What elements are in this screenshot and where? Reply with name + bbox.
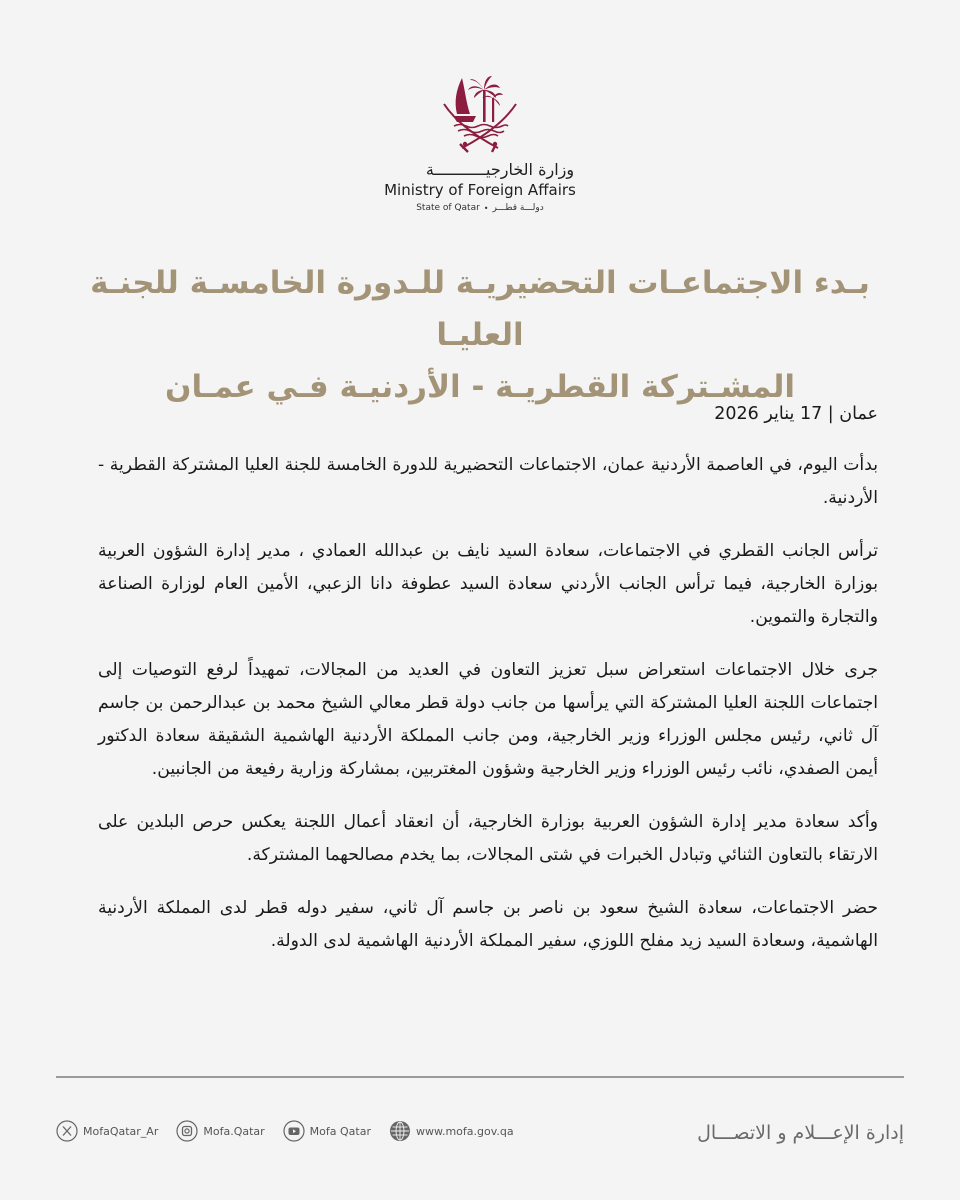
paragraph: وأكد سعادة مدير إدارة الشؤون العربية بوزارة الخارجية، أن انعقاد أعمال اللجنة يعكس حرص البلدين على الارتقاء بالتعاون الثنائي وتبادل الخبرات في شتى المجالات، بما يخدم مصالحهما المشتركة. (98, 812, 878, 865)
ministry-name-arabic: وزارة الخارجيـــــــــــة (425, 160, 575, 179)
footer-divider (56, 1076, 904, 1078)
social-link-x[interactable] (56, 1120, 158, 1142)
social-label: Mofa Qatar (309, 1124, 371, 1138)
dateline: عمان | 17 يناير 2026 (714, 404, 878, 424)
x-icon (56, 1120, 78, 1142)
youtube-icon (283, 1120, 305, 1142)
title-line-2: المشـتركة القطريـة - الأردنيـة فـي عمـان (165, 369, 795, 405)
instagram-icon (176, 1120, 198, 1142)
ministry-name-english: Ministry of Foreign Affairs (384, 181, 576, 199)
paragraph: حضر الاجتماعات، سعادة الشيخ سعود بن ناصر بن جاسم آل ثاني، سفير دوله قطر لدى المملكة الأردنية الهاشمية، وسعادة السيد زيد مفلح اللوزي، سفير المملكة الأردنية الهاشمية لدى الدولة. (98, 898, 878, 951)
state-separator: • (483, 203, 489, 213)
article-body (98, 398, 878, 978)
social-link-instagram[interactable] (176, 1120, 264, 1142)
state-name-english: State of Qatar (416, 203, 480, 213)
social-link-youtube[interactable] (283, 1120, 371, 1142)
department-name: إدارة الإعـــلام و الاتصـــال (697, 1122, 904, 1144)
paragraph: جرى خلال الاجتماعات استعراض سبل تعزيز التعاون في العديد من المجالات، تمهيداً لرفع التوصيات إلى اجتماعات اللجنة العليا المشتركة التي يرأسها من جانب دولة قطر معالي الشيخ محمد بن عبدالرحمن بن جاسم آل ثاني، رئيس مجلس الوزراء وزير الخارجية، ومن جانب المملكة الأردنية الهاشمية الشقيقة سعادة الدكتور أيمن الصفدي، نائب رئيس الوزراء وزير الخارجية وشؤون المغتربين، بمشاركة وزارية رفيعة من الجانبين. (98, 660, 878, 779)
social-label: MofaQatar_Ar (83, 1124, 159, 1138)
social-label: www.mofa.gov.qa (415, 1124, 514, 1138)
paragraph: بدأت اليوم، في العاصمة الأردنية عمان، الاجتماعات التحضيرية للدورة الخامسة للجنة العليا المشتركة القطرية - الأردنية. (98, 455, 878, 508)
social-link-website[interactable] (389, 1120, 514, 1142)
social-label: Mofa.Qatar (203, 1124, 265, 1138)
state-line (416, 203, 544, 213)
qatar-emblem-icon (440, 68, 520, 154)
paragraph: ترأس الجانب القطري في الاجتماعات، سعادة السيد نايف بن عبدالله العمادي ، مدير إدارة الشؤون العربية بوزارة الخارجية، فيما ترأس الجانب الأردني سعادة السيد عطوفة دانا الزعبي، الأمين العام لوزارة الصناعة والتجارة والتموين. (98, 541, 878, 627)
press-release-title (60, 257, 900, 413)
globe-icon (389, 1120, 411, 1142)
ministry-logo (0, 68, 960, 213)
title-line-1: بـدء الاجتماعـات التحضيريـة للـدورة الخامسـة للجنـة العليـا (90, 265, 870, 353)
social-links (56, 1120, 522, 1142)
state-name-arabic: دولـــة قطـــر (492, 203, 544, 213)
